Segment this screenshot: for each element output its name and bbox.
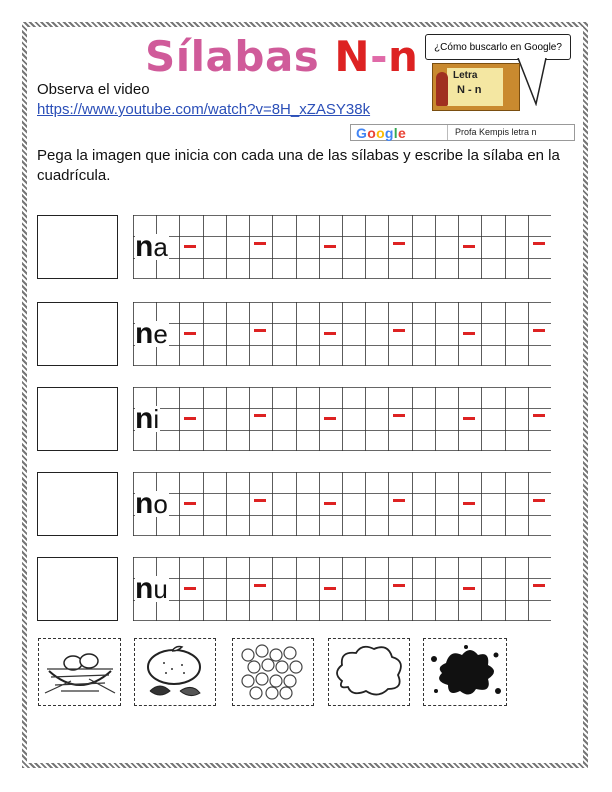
dash-mark [393,242,405,245]
dash-mark [533,499,545,502]
syllable-label [135,487,169,520]
video-link[interactable]: https://www.youtube.com/watch?v=8H_xZASY38k [37,101,371,118]
dash-mark [533,329,545,332]
dash-mark [393,414,405,417]
syllable-vowel: a [153,232,168,262]
picture-cutout[interactable] [134,638,216,706]
syllable-consonant: n [135,402,154,435]
thumbnail-line1: Letra [453,70,478,81]
syllable-label [135,402,160,435]
dash-mark [254,414,266,417]
paste-box[interactable] [37,215,118,279]
paste-box[interactable] [37,387,118,451]
dash-mark [533,584,545,587]
syllable-vowel: o [153,489,168,519]
dash-mark [324,332,336,335]
orange-fruit-icon [135,639,215,705]
presenter-icon [436,72,448,106]
instructions: Pega la imagen que inicia con cada una de las sílabas y escribe la sílaba en la cuadrícula. [37,147,560,184]
cloud-icon [329,639,409,705]
syllable-label [135,317,169,350]
speech-bubble: ¿Cómo buscarlo en Google? [425,34,571,60]
dash-mark [393,584,405,587]
search-query: Profa Kempis letra n [455,127,537,137]
syllable-consonant: n [135,572,154,605]
dash-mark [184,332,196,335]
dash-mark [254,584,266,587]
picture-cutout[interactable] [38,638,121,706]
syllable-consonant: n [135,317,154,350]
dash-mark [463,245,475,248]
dash-mark [324,417,336,420]
dash-mark [324,245,336,248]
dash-mark [533,414,545,417]
dash-mark [184,417,196,420]
bubble-tail-icon [516,58,556,106]
syllable-vowel: e [153,319,168,349]
dash-mark [184,245,196,248]
dash-mark [463,417,475,420]
syllable-label [135,230,169,263]
dash-mark [463,502,475,505]
nest-with-eggs-icon [39,639,120,705]
dash-mark [184,587,196,590]
syllable-vowel: i [153,404,160,434]
syllable-vowel: u [153,574,168,604]
dash-mark [324,587,336,590]
dash-mark [254,499,266,502]
video-thumbnail[interactable] [432,63,520,111]
paste-box[interactable] [37,302,118,366]
raspberry-icon [233,639,313,705]
ink-stain-icon [424,639,506,705]
dash-mark [254,242,266,245]
title-letter-lower: n [388,32,419,81]
paste-box[interactable] [37,557,118,621]
title-text: Sílabas [145,32,335,81]
observe-text: Observa el video [37,81,150,98]
picture-cutout[interactable] [423,638,507,706]
page-title [145,32,418,82]
dash-mark [324,502,336,505]
picture-cutout[interactable] [328,638,410,706]
dash-mark [254,329,266,332]
dash-mark [393,499,405,502]
syllable-consonant: n [135,230,154,263]
dash-mark [393,329,405,332]
thumbnail-line2: N - n [457,84,482,96]
dash-mark [463,587,475,590]
title-dash: - [370,32,389,81]
title-letter-upper: N [334,32,371,81]
paste-box[interactable] [37,472,118,536]
syllable-consonant: n [135,487,154,520]
syllable-label [135,572,169,605]
google-search-bar[interactable] [350,124,575,141]
dash-mark [463,332,475,335]
dash-mark [533,242,545,245]
dash-mark [184,502,196,505]
picture-cutout[interactable] [232,638,314,706]
google-logo: Google [356,125,407,141]
